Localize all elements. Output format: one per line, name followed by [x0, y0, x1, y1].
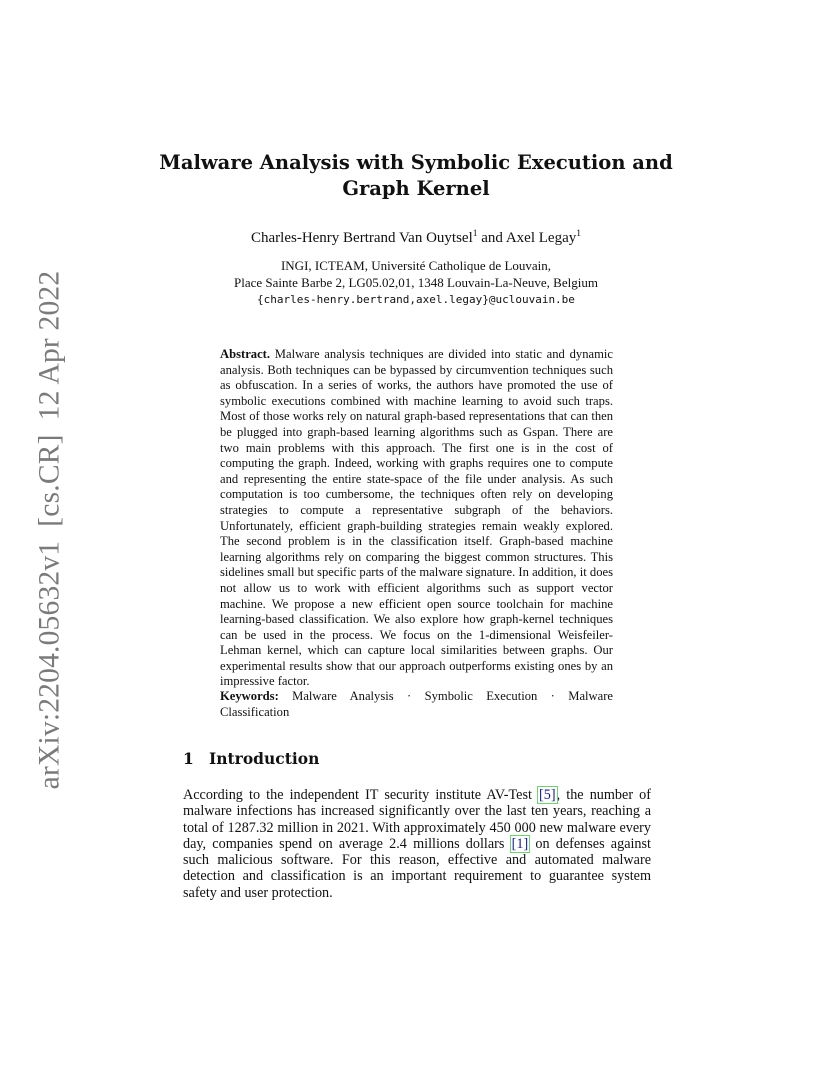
arxiv-id: arXiv:2204.05632v1: [33, 540, 66, 790]
author-emails: {charles-henry.bertrand,axel.legay}@uclouvain.be: [257, 293, 575, 306]
affiliation-line-2: Place Sainte Barbe 2, LG05.02,01, 1348 Louvain-La-Neuve, Belgium: [234, 275, 598, 290]
affiliation: [130, 257, 702, 308]
intro-text-1: According to the independent IT security institute AV-Test: [183, 787, 539, 803]
author-1: Charles-Henry Bertrand Van Ouytsel: [251, 230, 473, 246]
arxiv-identifier: [34, 257, 67, 790]
keywords-label: Keywords:: [220, 689, 279, 703]
paper-title: [130, 150, 702, 202]
keywords: [220, 689, 613, 720]
intro-paragraph: [183, 787, 651, 901]
author-list: [130, 229, 702, 247]
section-heading: [183, 749, 319, 768]
arxiv-category: [cs.CR]: [33, 434, 66, 527]
keywords-text: Malware Analysis · Symbolic Execution · Malware Classification: [220, 689, 613, 719]
intro-text-2: , the number of malware infections has increased significantly over the last ten years, reaching a total of 1287.32 million in 2021. With approximately 450 000 new malware every day, companies spend on average 2.4 millions dollars: [183, 787, 651, 852]
section-title: Introduction: [209, 749, 320, 768]
abstract: [220, 347, 613, 690]
author-1-affil-mark: 1: [472, 229, 478, 239]
title-line-1: Malware Analysis with Symbolic Execution and: [159, 151, 673, 174]
citation-link[interactable]: [1]: [511, 835, 529, 852]
citation-link[interactable]: [5]: [539, 787, 556, 803]
title-line-2: Graph Kernel: [342, 177, 490, 200]
intro-text-3: on defenses against such malicious software. For this reason, effective and automated malware detection and classification is an important requirement to guarantee system safety and user protection.: [183, 835, 651, 901]
author-conjunction: and: [477, 230, 506, 246]
author-2-affil-mark: 1: [576, 229, 581, 239]
arxiv-date: 12 Apr 2022: [33, 270, 66, 421]
abstract-text: Malware analysis techniques are divided into static and dynamic analysis. Both techniques can be bypassed by circumvention techniques such as obfuscation. In a series of works, the authors have promoted the use of symbolic executions combined with machine learning to avoid such traps. Most of those works rely on natural graph-based representations that can then be plugged into graph-based learning algorithms such as Gspan. There are two main problems with this approach. The first one is in the cost of computing the graph. Indeed, working with graphs requires one to compute and representing the entire state-space of the file under analysis. As such computation is too cumbersome, the techniques often rely on developing strategies to compute a representative subgraph of the behaviors. Unfortunately, efficient graph-building strategies remain weakly explored. The second problem is in the classification itself. Graph-based machine learning algorithms rely on comparing the biggest common structures. This sidelines small but specific parts of the malware signature. In addition, it does not allow us to work with efficient algorithms such as support vector machine. We propose a new efficient open source toolchain for machine learning-based classification. We also explore how graph-kernel techniques can be used in the process. We focus on the 1-dimensional Weisfeiler-Lehman kernel, which can capture local similarities between graphs. Our experimental results show that our approach outperforms existing ones by an impressive factor.: [220, 347, 613, 689]
author-2: Axel Legay: [505, 230, 577, 246]
affiliation-line-1: INGI, ICTEAM, Université Catholique de Louvain,: [280, 258, 552, 273]
section-number: 1: [183, 749, 194, 768]
abstract-label: Abstract.: [220, 347, 271, 361]
